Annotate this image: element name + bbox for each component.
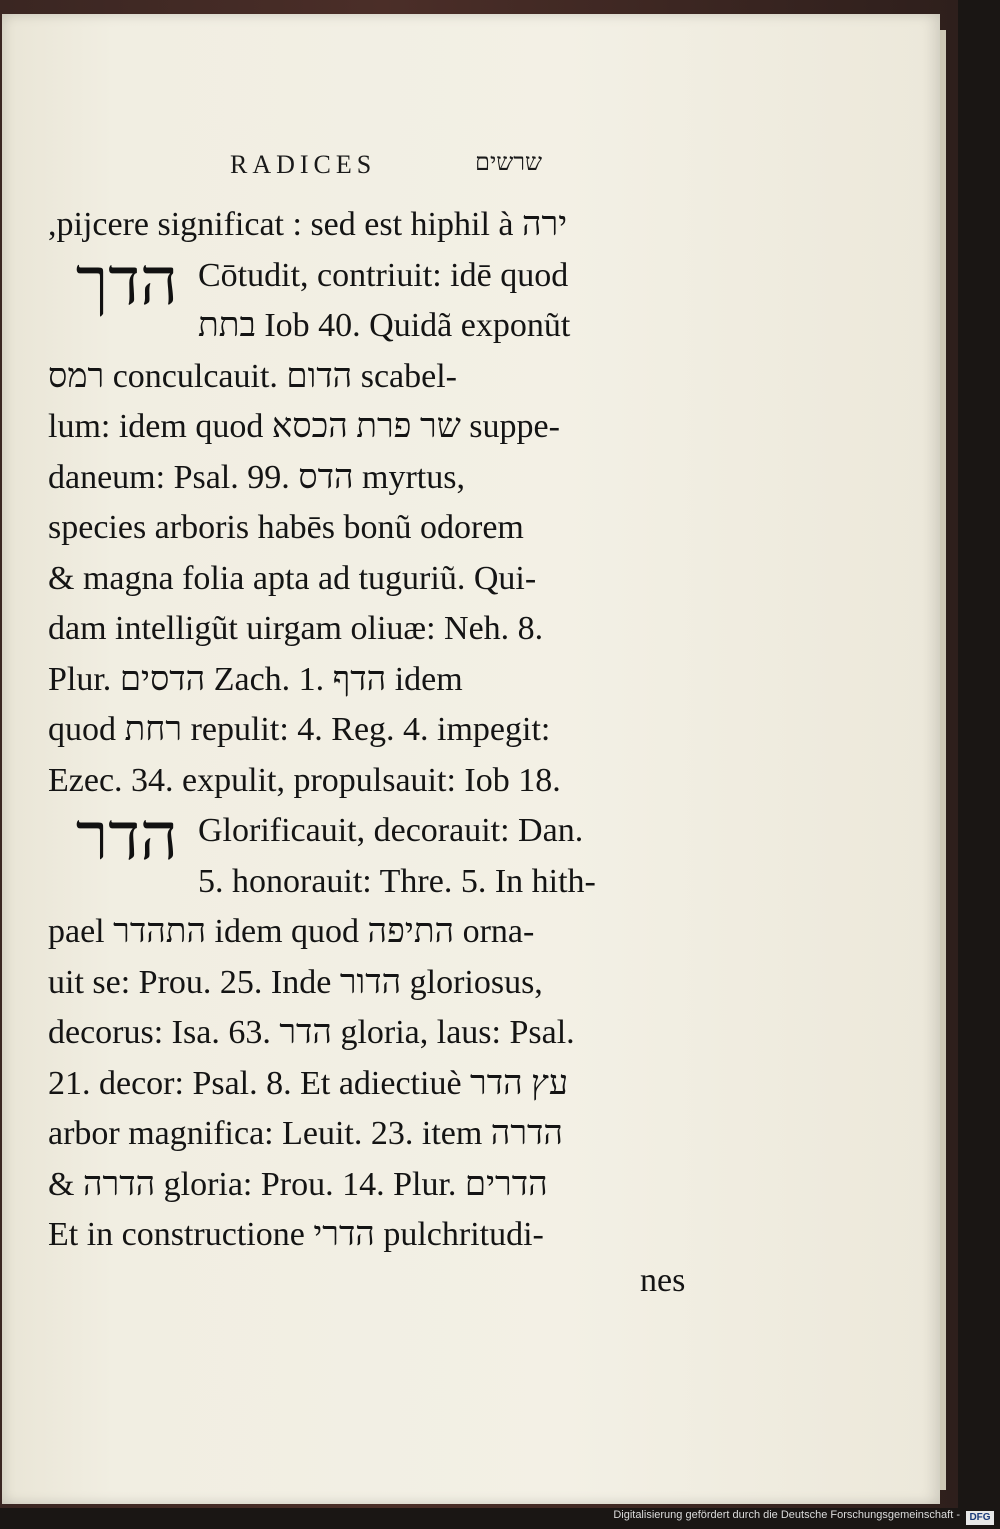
text-line: & magna folia apta ad tuguriũ. Qui- — [48, 559, 537, 597]
text-line: arbor magnifica: Leuit. 23. item הדרה — [48, 1115, 563, 1152]
text-line: daneum: Psal. 99. הדס myrtus, — [48, 458, 465, 496]
text-line: Plur. הדסים Zach. 1. הדף idem — [48, 660, 463, 698]
running-header — [230, 150, 590, 190]
page-edge — [940, 30, 946, 1490]
text-line: רמס conculcauit. הדום scabel- — [48, 357, 458, 395]
text-line: dam intelligũt uirgam oliuæ: Neh. 8. — [48, 610, 544, 647]
head-word-1: הדך — [75, 246, 178, 319]
dfg-logo-icon: DFG — [966, 1511, 994, 1525]
text-line: uit se: Prou. 25. Inde הדור gloriosus, — [48, 963, 543, 1001]
text-line: בתת Iob 40. Quidã exponũt — [198, 307, 571, 344]
text-line: pael התהדר idem quod התיפה orna- — [48, 913, 535, 950]
header-hebrew: שרשים — [475, 150, 543, 176]
text-line: Glorificauit, decorauit: Dan. — [198, 812, 584, 849]
catchword: nes — [640, 1262, 686, 1299]
body-text — [48, 200, 728, 1261]
text-line: species arboris habēs bonũ odorem — [48, 509, 524, 546]
text-line: quod רחת repulit: 4. Reg. 4. impegit: — [48, 711, 551, 748]
head-word-2: הדר — [75, 801, 178, 874]
header-latin: RADICES — [230, 150, 377, 179]
text-line: decorus: Isa. 63. הדר gloria, laus: Psal. — [48, 1014, 575, 1051]
text-line: Cōtudit, contriuit: idē quod — [198, 256, 569, 294]
text-line: 21. decor: Psal. 8. Et adiectiuè עץ הדר — [48, 1064, 569, 1102]
text-line: lum: idem quod שר פרת הכסא suppe- — [48, 408, 560, 445]
footer-credit: Digitalisierung gefördert durch die Deutsche Forschungsgemeinschaft - — [613, 1509, 960, 1521]
text-line: Et in constructione הדרי pulchritudi- — [48, 1216, 544, 1253]
text-line: & הדרה gloria: Prou. 14. Plur. הדרים — [48, 1165, 548, 1203]
text-line: ,pijcere significat : sed est hiphil à ירה — [48, 206, 568, 243]
text-line: 5. honorauit: Thre. 5. In hith- — [198, 862, 596, 900]
text-line: Ezec. 34. expulit, propulsauit: Iob 18. — [48, 761, 561, 799]
